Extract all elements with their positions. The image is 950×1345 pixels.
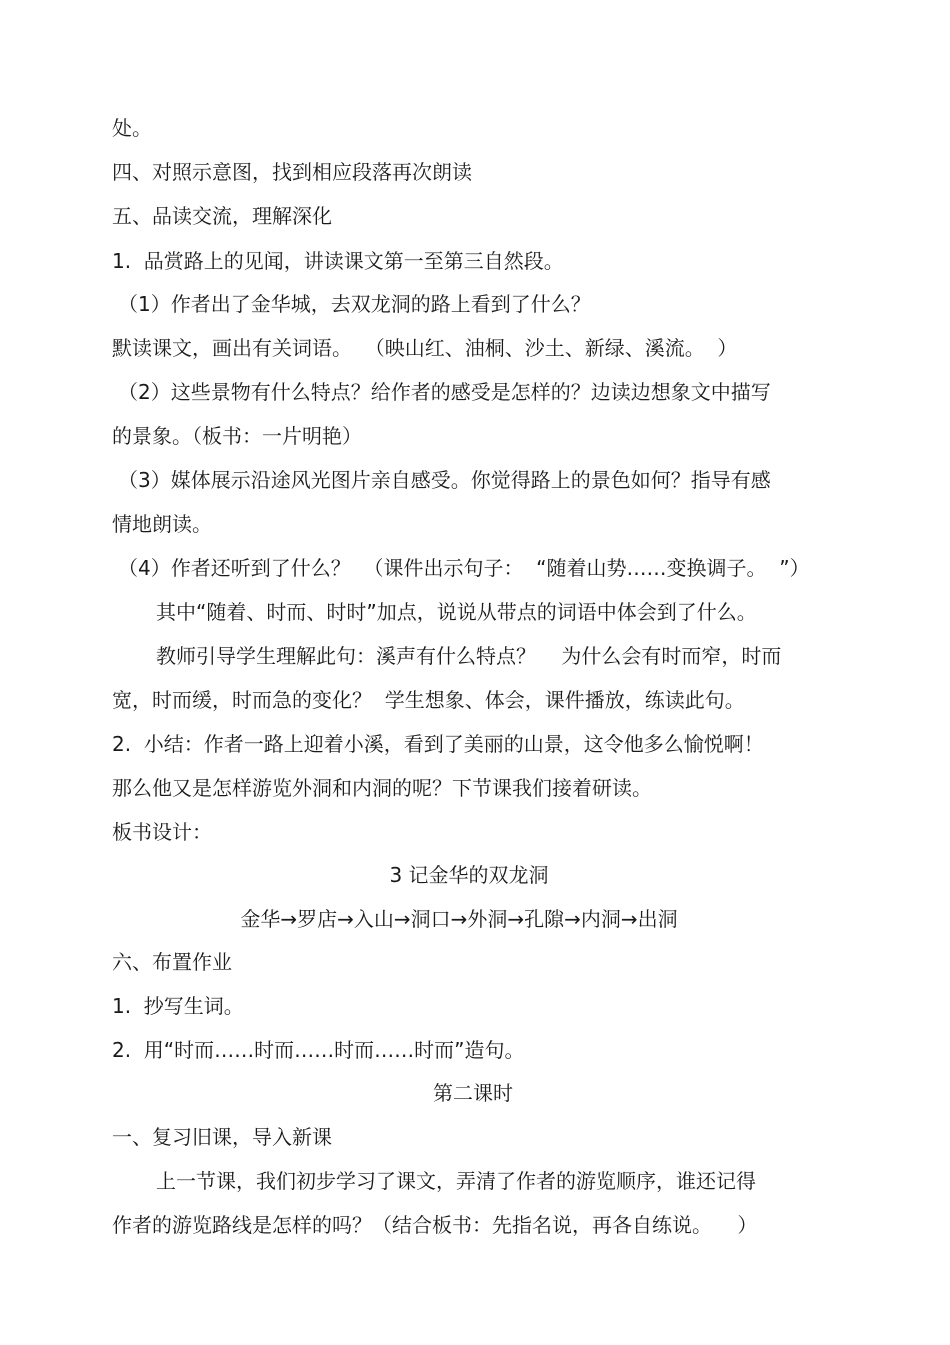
paragraph-line: 默读课文，画出有关词语。 （映山红、油桐、沙土、新绿、溪流。 ） xyxy=(112,336,738,360)
sub-item-4: （4）作者还听到了什么？ （课件出示句子： “随着山势……变换调子。 ”） xyxy=(118,556,810,580)
sub-item-3: （3）媒体展示沿途风光图片亲自感受。你觉得路上的景色如何？指导有感 xyxy=(118,468,771,492)
indented-paragraph: 其中“随着、时而、时时”加点，说说从带点的词语中体会到了什么。 xyxy=(156,600,757,624)
board-route: 金华→罗店→入山→洞口→外洞→孔隙→内洞→出洞 xyxy=(240,907,678,931)
section-heading-1: 一、复习旧课，导入新课 xyxy=(112,1125,332,1149)
paragraph-line: 宽，时而缓，时而急的变化？ 学生想象、体会，课件播放，练读此句。 xyxy=(112,688,745,712)
sub-item-1: （1）作者出了金华城，去双龙洞的路上看到了什么？ xyxy=(118,292,591,316)
indented-paragraph: 教师引导学生理解此句：溪声有什么特点？ 为什么会有时而窄，时而 xyxy=(156,644,782,668)
list-item-1: 1. 品赏路上的见闻，讲读课文第一至第三自然段。 xyxy=(112,249,564,273)
section-heading-4: 四、对照示意图，找到相应段落再次朗读 xyxy=(112,160,472,184)
text-line-continuation: 处。 xyxy=(112,116,152,140)
section-heading-6: 六、布置作业 xyxy=(112,950,232,974)
homework-item-2: 2. 用“时而……时而……时而……时而”造句。 xyxy=(112,1038,525,1062)
paragraph-line: 情地朗读。 xyxy=(112,512,212,536)
paragraph-line: 作者的游览路线是怎样的吗？（结合板书：先指名说，再各自练说。 ） xyxy=(112,1213,758,1237)
section-heading-5: 五、品读交流，理解深化 xyxy=(112,204,332,228)
indented-paragraph: 上一节课，我们初步学习了课文，弄清了作者的游览顺序，谁还记得 xyxy=(156,1169,756,1193)
paragraph-line: 的景象。（板书：一片明艳） xyxy=(112,424,362,448)
board-design-heading: 板书设计： xyxy=(112,820,212,844)
paragraph-line: 那么他又是怎样游览外洞和内洞的呢？下节课我们接着研读。 xyxy=(112,776,652,800)
homework-item-1: 1. 抄写生词。 xyxy=(112,994,244,1018)
board-title: 3 记金华的双龙洞 xyxy=(389,863,549,887)
sub-item-2: （2）这些景物有什么特点？给作者的感受是怎样的？边读边想象文中描写 xyxy=(118,380,771,404)
lesson-title: 第二课时 xyxy=(433,1081,513,1105)
list-item-2: 2. 小结：作者一路上迎着小溪，看到了美丽的山景，这令他多么愉悦啊！ xyxy=(112,732,764,756)
